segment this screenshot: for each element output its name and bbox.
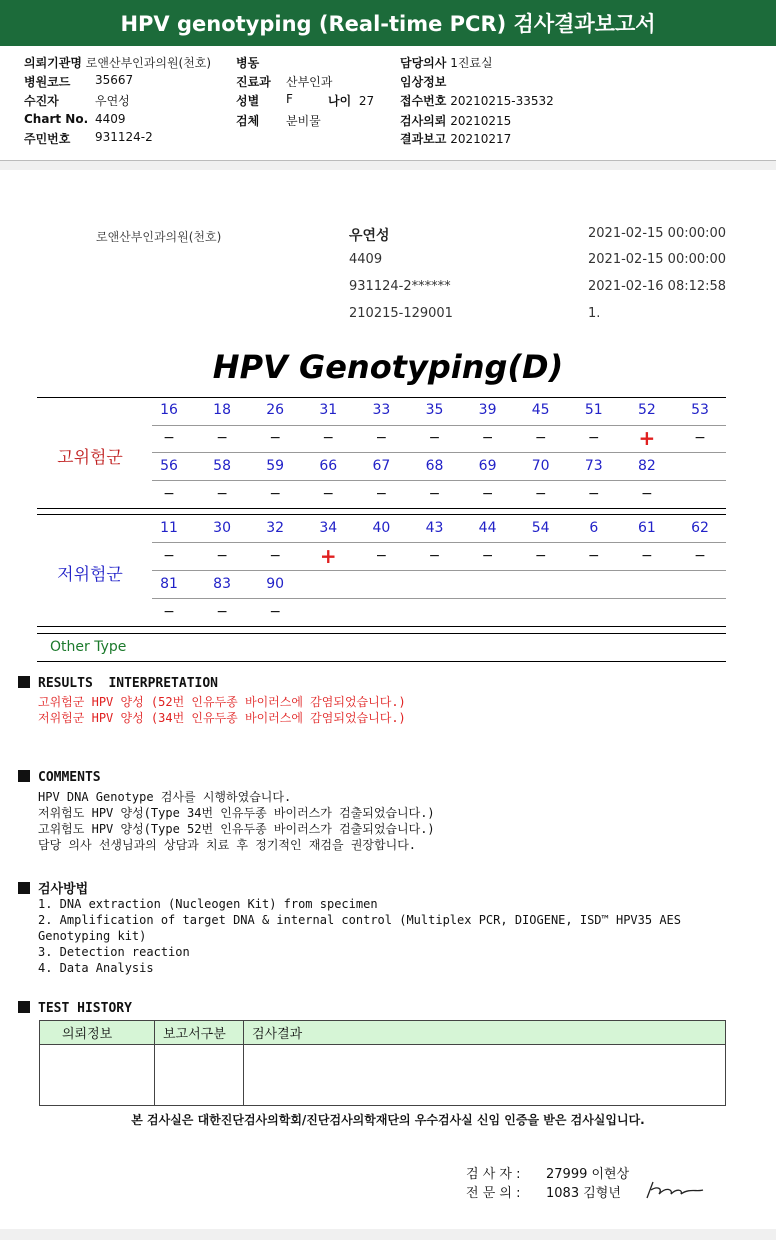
history-cell: [244, 1045, 726, 1106]
report-title: HPV genotyping (Real-time PCR) 검사결과보고서: [0, 0, 776, 46]
header-sex: 성별: [236, 94, 260, 108]
header-dept: 진료과: [236, 75, 271, 89]
genotype-result: −: [269, 430, 282, 446]
genotype-result: −: [481, 486, 494, 502]
square-bullet-icon: [18, 676, 30, 688]
genotype-result: −: [269, 604, 282, 620]
genotype-result: −: [322, 486, 335, 502]
genotype-result: −: [481, 548, 494, 564]
genotype-number: 53: [691, 402, 709, 418]
comments-line-2: 저위험도 HPV 양성(Type 34번 인유두종 바이러스가 검출되었습니다.): [38, 806, 435, 820]
genotype-result: +: [638, 426, 656, 450]
genotype-number: 26: [266, 402, 285, 418]
genotype-result: −: [216, 548, 228, 564]
genotype-result: −: [694, 430, 706, 446]
comments-line-3: 고위험도 HPV 양성(Type 52번 인유두종 바이러스가 검출되었습니다.): [38, 822, 435, 836]
info-sample-no: 210215-129001: [349, 306, 453, 321]
genotype-number: 34: [319, 520, 338, 536]
genotype-number: 59: [266, 458, 285, 474]
genotype-result: −: [216, 486, 228, 502]
genotype-result: −: [428, 548, 441, 564]
square-bullet-icon: [18, 770, 30, 782]
low-risk-label: 저위험군: [57, 565, 123, 585]
genotype-number: 33: [372, 402, 391, 418]
genotype-result: −: [587, 430, 600, 446]
genotype-result: −: [428, 486, 441, 502]
low-risk-bottom-rule: [37, 626, 726, 627]
genotype-number: 30: [213, 520, 231, 536]
header-hospital-code-value: 35667: [95, 73, 134, 87]
genotype-number: 18: [213, 402, 231, 418]
genotype-result: −: [163, 548, 175, 564]
genotype-number: 54: [531, 520, 550, 536]
methods-heading: 검사방법: [18, 878, 88, 897]
genotype-number: 52: [637, 402, 656, 418]
genotype-number: 11: [160, 520, 178, 536]
certification-text: 본 검사실은 대한진단검사의학회/진단검사의학재단의 우수검사실 신임 인증을 받은 검사실입니다.: [131, 1113, 645, 1127]
results-line-1: 고위험군 HPV 양성 (52번 인유두종 바이러스에 감염되었습니다.): [38, 695, 406, 709]
genotype-number: 43: [425, 520, 444, 536]
high-risk-top-rule: [37, 397, 726, 398]
genotype-number: 32: [266, 520, 285, 536]
genotype-number: 68: [425, 458, 444, 474]
comments-line-1: HPV DNA Genotype 검사를 시행하였습니다.: [38, 790, 292, 804]
genotype-number: 70: [531, 458, 550, 474]
header-chart-no-value: 4409: [95, 112, 126, 126]
info-date-2: 2021-02-15 00:00:00: [588, 252, 727, 267]
genotype-number: 58: [213, 458, 231, 474]
genotype-number: 73: [584, 458, 603, 474]
header-age: 나이 27: [328, 94, 375, 108]
examiner-role: 검 사 자 :: [466, 1167, 521, 1182]
methods-line-4: 3. Detection reaction: [38, 945, 190, 959]
header-chart-no: Chart No.: [24, 112, 89, 126]
header-rrn-value: 931124-2: [95, 130, 153, 144]
high-risk-rule-2: [152, 452, 726, 453]
genotype-number: 39: [478, 402, 497, 418]
genotype-result: −: [375, 486, 388, 502]
genotype-number: 45: [531, 402, 550, 418]
history-col-result: 검사결과: [244, 1021, 726, 1045]
header-sex-value: F: [286, 92, 293, 106]
genotype-number: 90: [266, 576, 285, 592]
other-type-bottom-rule: [37, 661, 726, 662]
genotype-number: 56: [160, 458, 178, 474]
genotype-result: −: [216, 430, 228, 446]
header-ward: 병동: [236, 56, 260, 70]
genotype-result: −: [163, 604, 175, 620]
header-patient: 수진자: [24, 94, 59, 108]
history-cell: [40, 1045, 155, 1106]
info-clinic: 로앤산부인과의원(천호): [96, 230, 222, 244]
header-dept-value: 산부인과: [286, 75, 333, 89]
genotype-number: 82: [637, 458, 656, 474]
genotype-number: 83: [213, 576, 231, 592]
genotype-result: +: [319, 544, 337, 568]
genotype-result: −: [534, 548, 547, 564]
signature-icon: [643, 1176, 707, 1202]
specialist-role: 전 문 의 :: [466, 1186, 521, 1201]
specialist-value: 1083 김형년: [546, 1186, 621, 1201]
genotype-number: 6: [589, 520, 599, 536]
genotype-number: 31: [319, 402, 338, 418]
header-hospital-code: 병원코드: [24, 75, 71, 89]
square-bullet-icon: [18, 1001, 30, 1013]
header-report-date: 결과보고 20210217: [400, 132, 512, 146]
low-risk-top-rule: [37, 514, 726, 515]
methods-line-5: 4. Data Analysis: [38, 961, 154, 975]
genotype-result: −: [641, 486, 653, 502]
low-risk-rule-1: [152, 542, 726, 543]
genotype-number: 66: [319, 458, 338, 474]
square-bullet-icon: [18, 882, 30, 894]
genotype-number: 67: [372, 458, 391, 474]
info-date-3: 2021-02-16 08:12:58: [588, 279, 727, 294]
history-cell: [155, 1045, 244, 1106]
genotyping-title: HPV Genotyping(D): [212, 348, 564, 386]
genotype-number: 16: [160, 402, 178, 418]
header-clinic: 의뢰기관명 로앤산부인과의원(천호): [24, 56, 212, 70]
header-band: [0, 161, 776, 170]
genotype-result: −: [269, 548, 282, 564]
genotype-number: 62: [691, 520, 709, 536]
info-chart: 4409: [349, 252, 383, 267]
comments-heading: COMMENTS: [18, 770, 101, 785]
history-col-report-type: 보고서구분: [155, 1021, 244, 1045]
header-receipt-no: 접수번호 20210215-33532: [400, 94, 554, 108]
history-empty-row: [40, 1045, 726, 1106]
info-date-1: 2021-02-15 00:00:00: [588, 226, 727, 241]
genotype-result: −: [269, 486, 282, 502]
low-risk-rule-2: [152, 570, 726, 571]
history-col-request-info: 의뢰정보: [40, 1021, 155, 1045]
history-header-row: [40, 1021, 726, 1045]
genotype-result: −: [641, 548, 653, 564]
high-risk-label: 고위험군: [57, 448, 123, 468]
genotype-result: −: [587, 486, 600, 502]
genotype-result: −: [375, 430, 388, 446]
header-clinical-info: 임상정보: [400, 75, 447, 89]
header-specimen: 검체: [236, 114, 260, 128]
genotype-result: −: [216, 604, 228, 620]
other-type-top-rule: [37, 633, 726, 634]
low-risk-rule-3: [152, 598, 726, 599]
header-patient-value: 우연성: [95, 94, 130, 108]
genotype-result: −: [481, 430, 494, 446]
comments-line-4: 담당 의사 선생님과의 상담과 치료 후 정기적인 재검을 권장합니다.: [38, 838, 417, 852]
header-doctor: 담당의사 1진료실: [400, 56, 493, 70]
results-line-2: 저위험군 HPV 양성 (34번 인유두종 바이러스에 감염되었습니다.): [38, 711, 406, 725]
genotype-number: 61: [637, 520, 656, 536]
info-rrn: 931124-2******: [349, 279, 451, 294]
history-table: [39, 1020, 726, 1106]
genotype-number: 81: [160, 576, 178, 592]
results-heading: RESULTS INTERPRETATION: [18, 676, 218, 691]
genotype-number: 44: [478, 520, 497, 536]
genotype-result: −: [428, 430, 441, 446]
genotype-result: −: [694, 548, 706, 564]
genotype-result: −: [163, 430, 175, 446]
info-seq: 1.: [588, 306, 601, 321]
genotype-number: 69: [478, 458, 497, 474]
genotype-result: −: [163, 486, 175, 502]
methods-line-2: 2. Amplification of target DNA & internal control (Multiplex PCR, DIOGENE, ISD™ HPV35 AES: [38, 913, 681, 927]
header-rrn: 주민번호: [24, 132, 71, 146]
examiner-value: 27999 이현상: [546, 1167, 630, 1182]
genotype-number: 51: [584, 402, 603, 418]
genotype-result: −: [375, 548, 388, 564]
methods-line-3: Genotyping kit): [38, 929, 147, 943]
genotype-number: 40: [372, 520, 391, 536]
header-specimen-value: 분비물: [286, 114, 321, 128]
methods-line-1: 1. DNA extraction (Nucleogen Kit) from specimen: [38, 897, 378, 911]
footer-band: [0, 1229, 776, 1240]
genotype-number: 35: [425, 402, 444, 418]
genotype-result: −: [534, 430, 547, 446]
info-patient-name: 우연성: [349, 228, 390, 244]
genotype-result: −: [587, 548, 600, 564]
high-risk-rule-3: [152, 480, 726, 481]
other-type-label: Other Type: [50, 639, 127, 655]
header-request-date: 검사의뢰 20210215: [400, 114, 512, 128]
high-risk-bottom-rule: [37, 508, 726, 509]
genotype-result: −: [534, 486, 547, 502]
genotype-result: −: [322, 430, 335, 446]
history-heading: TEST HISTORY: [18, 1001, 132, 1016]
